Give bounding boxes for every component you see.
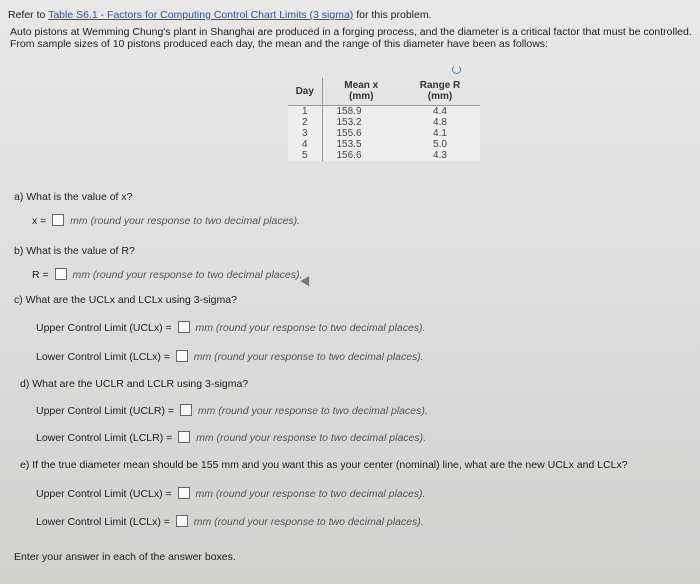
table-row: 1 158.9 4.4 (288, 106, 480, 118)
table-row: 3 155.6 4.1 (288, 128, 480, 139)
table-link[interactable]: Table S6.1 - Factors for Computing Control Chart Limits (3 sigma) (48, 9, 354, 21)
header-range: Range R (mm) (419, 80, 461, 102)
table-row: 4 153.5 5.0 (288, 139, 480, 150)
xbar-answer-input[interactable] (52, 214, 64, 226)
ucl-x-answer-input[interactable] (178, 321, 190, 333)
question-e-ucl-row: Upper Control Limit (UCLx) = mm (round your response to two decimal places). (36, 488, 426, 500)
header-day: Day (288, 78, 322, 106)
question-d-lcl-row: Lower Control Limit (LCLR) = mm (round your response to two decimal places). (36, 432, 427, 444)
rbar-answer-input[interactable] (55, 268, 67, 280)
table-row: 5 156.6 4.3 (288, 150, 480, 161)
question-b-row: R = mm (round your response to two decimal places). (32, 269, 303, 281)
question-b-label: b) What is the value of R? (14, 245, 135, 257)
question-c-lcl-row: Lower Control Limit (LCLx) = mm (round your response to two decimal places). (36, 351, 424, 363)
new-ucl-x-answer-input[interactable] (178, 487, 190, 499)
question-a-row: x = mm (round your response to two decimal places). (32, 215, 301, 227)
question-e-label: e) If the true diameter mean should be 155 mm and you want this as your center (nominal) line, what are the new UCLx and LCLx? (20, 459, 628, 471)
question-a-label: a) What is the value of x? (14, 191, 133, 203)
footer-instructions: Enter your answer in each of the answer boxes. (14, 551, 236, 563)
problem-intro: Auto pistons at Wemming Chung's plant in Shanghai are produced in a forging process, and the diameter is a critical factor that must be controlled. From sample sizes of 10 pistons produced each day, the mean and the range of this diameter have been as follows: (10, 26, 692, 50)
question-c-ucl-row: Upper Control Limit (UCLx) = mm (round your response to two decimal places). (36, 322, 426, 334)
question-d-ucl-row: Upper Control Limit (UCLR) = mm (round your response to two decimal places). (36, 405, 428, 417)
ucl-r-answer-input[interactable] (180, 404, 192, 416)
lcl-x-answer-input[interactable] (176, 350, 188, 362)
lcl-r-answer-input[interactable] (178, 431, 190, 443)
problem-header: Refer to Table S6.1 - Factors for Computing Control Chart Limits (3 sigma) for this problem. (8, 9, 432, 21)
refresh-icon[interactable] (452, 65, 461, 74)
new-lcl-x-answer-input[interactable] (176, 515, 188, 527)
table-row: 2 153.2 4.8 (288, 117, 480, 128)
rbar-symbol: R = (32, 269, 49, 281)
header-mean: Mean x (mm) (344, 80, 379, 102)
data-table (288, 78, 480, 161)
question-d-label: d) What are the UCLR and LCLR using 3-sigma? (20, 378, 249, 390)
question-c-label: c) What are the UCLx and LCLx using 3-sigma? (14, 294, 237, 306)
question-e-lcl-row: Lower Control Limit (LCLx) = mm (round your response to two decimal places). (36, 516, 424, 528)
xbar-symbol: x = (32, 215, 47, 227)
